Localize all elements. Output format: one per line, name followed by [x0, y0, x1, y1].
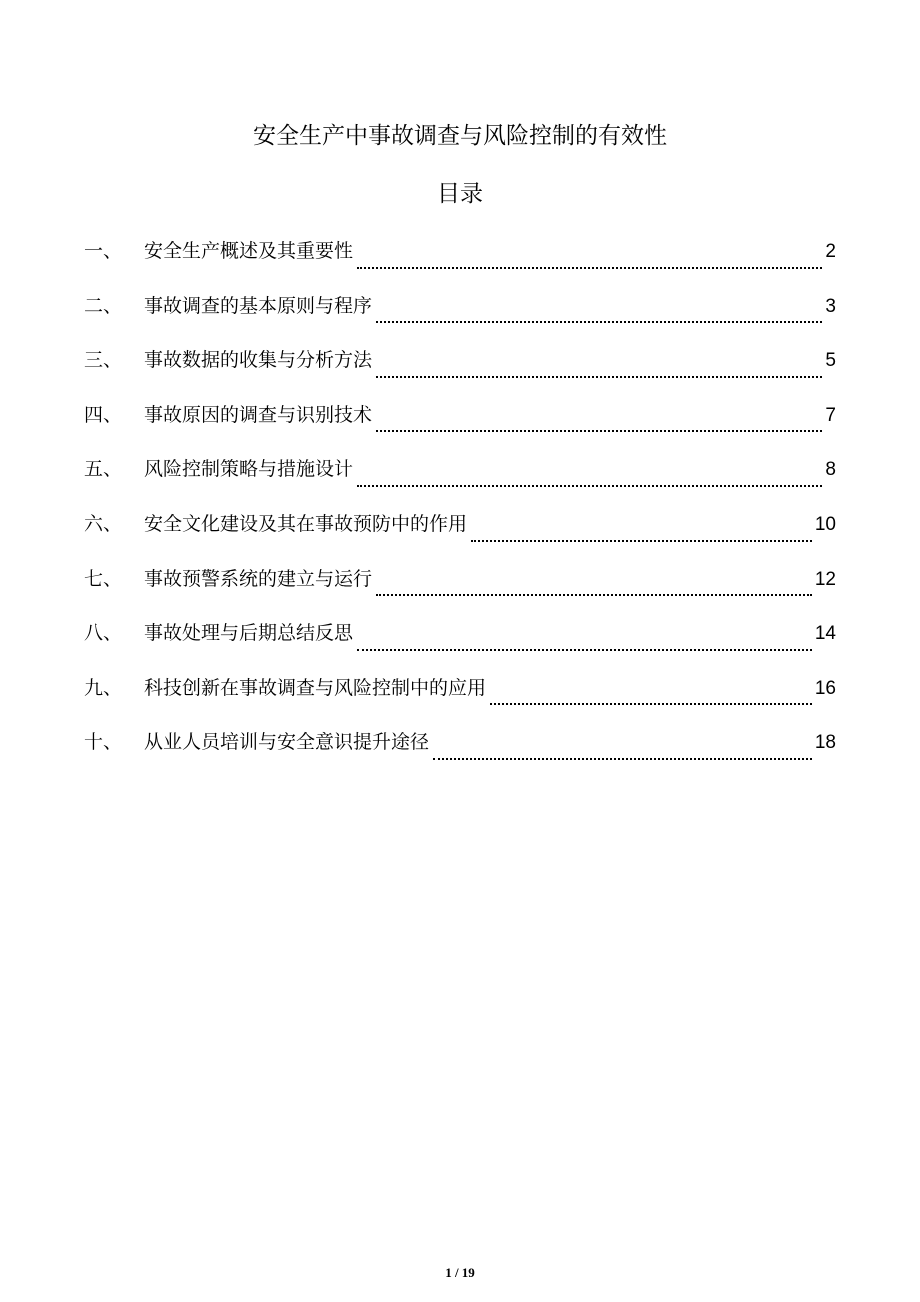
toc-entry-6[interactable]	[84, 506, 836, 561]
toc-entry-number: 一、	[84, 240, 123, 262]
toc-entry-page: 18	[814, 732, 836, 754]
toc-entry-title: 风险控制策略与措施设计	[144, 458, 354, 481]
toc-entry-page: 3	[825, 295, 836, 317]
toc-entry-8[interactable]	[84, 615, 836, 670]
toc-dot-leader	[357, 266, 822, 269]
toc-entry-number: 九、	[84, 676, 123, 699]
toc-dot-leader	[490, 702, 812, 705]
toc-entry-1[interactable]	[84, 233, 836, 288]
toc-entry-9[interactable]	[84, 670, 836, 725]
toc-entry-title: 事故原因的调查与识别技术	[144, 403, 373, 426]
toc-entry-page: 16	[814, 677, 836, 699]
toc-entry-number: 二、	[84, 294, 123, 317]
page-number: 1 / 19	[445, 1265, 475, 1280]
toc-entry-title: 安全文化建设及其在事故预防中的作用	[144, 512, 468, 535]
toc-entry-5[interactable]	[84, 451, 836, 506]
toc-entry-page: 5	[825, 350, 836, 372]
toc-dot-leader	[357, 648, 812, 651]
toc-entry-title: 事故调查的基本原则与程序	[144, 294, 373, 317]
toc-entry-number: 三、	[84, 349, 123, 372]
toc-dot-leader	[376, 375, 822, 378]
toc-entry-title: 事故数据的收集与分析方法	[144, 349, 373, 372]
toc-entry-page: 7	[825, 404, 836, 426]
toc-entry-number: 八、	[84, 622, 123, 645]
toc-dot-leader	[376, 593, 812, 596]
toc-entry-title: 事故预警系统的建立与运行	[144, 567, 373, 590]
toc-entry-title: 科技创新在事故调查与风险控制中的应用	[144, 676, 487, 699]
toc-dot-leader	[433, 757, 812, 760]
document-title: 安全生产中事故调查与风险控制的有效性	[253, 123, 667, 149]
toc-entry-page: 2	[825, 241, 836, 262]
toc-dot-leader	[471, 539, 812, 542]
toc-entry-number: 六、	[84, 512, 123, 535]
toc-entry-number: 四、	[84, 403, 123, 426]
toc-entry-page: 12	[814, 568, 836, 590]
toc-entry-7[interactable]	[84, 561, 836, 616]
toc-entry-4[interactable]	[84, 397, 836, 452]
table-of-contents	[84, 233, 836, 779]
toc-entry-title: 安全生产概述及其重要性	[144, 240, 354, 262]
toc-entry-title: 事故处理与后期总结反思	[144, 622, 354, 645]
toc-dot-leader	[376, 429, 822, 432]
toc-entry-page: 8	[825, 459, 836, 481]
toc-heading: 目录	[437, 181, 483, 207]
toc-dot-leader	[376, 320, 822, 323]
toc-entry-3[interactable]	[84, 342, 836, 397]
toc-entry-number: 七、	[84, 567, 123, 590]
toc-dot-leader	[357, 484, 822, 487]
toc-entry-2[interactable]	[84, 288, 836, 343]
toc-entry-number: 五、	[84, 458, 123, 481]
toc-entry-page: 10	[814, 513, 836, 535]
toc-entry-title: 从业人员培训与安全意识提升途径	[144, 731, 430, 754]
toc-entry-page: 14	[814, 623, 836, 645]
toc-entry-number: 十、	[84, 731, 123, 754]
toc-entry-10[interactable]	[84, 724, 836, 779]
